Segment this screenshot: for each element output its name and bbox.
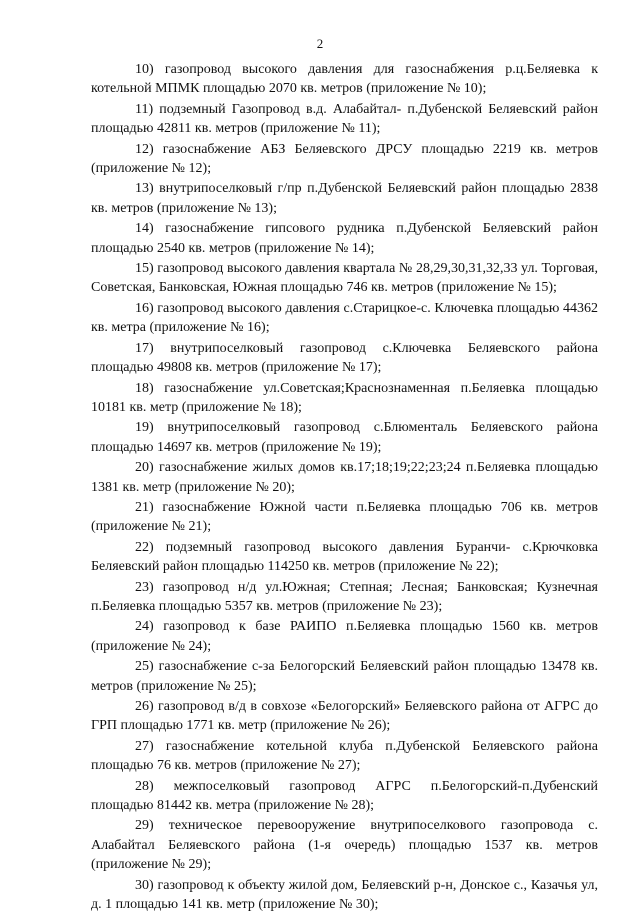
list-item: 29) техническое перевооружение внутрипоселкового газопровода с. Алабайтал Беляевского района (1-я очередь) площадью 1537 кв. метров (приложение № 29); — [91, 818, 598, 873]
list-item: 28) межпоселковый газопровод АГРС п.Белогорский-п.Дубенский площадью 81442 кв. метра (приложение № 28); — [91, 778, 598, 814]
list-item: 21) газоснабжение Южной части п.Беляевка площадью 706 кв. метров (приложение № 21); — [91, 499, 598, 535]
list-item: 24) газопровод к базе РАИПО п.Беляевка площадью 1560 кв. метров (приложение № 24); — [91, 619, 598, 654]
list-item: 25) газоснабжение с-за Белогорский Беляевский район площадью 13478 кв. метров (приложение № 25); — [91, 659, 598, 694]
list-item: 13) внутрипоселковый г/пр п.Дубенской Беляевский район площадью 2838 кв. метров (приложение № 13); — [91, 181, 598, 216]
list-item: 20) газоснабжение жилых домов кв.17;18;19;22;23;24 п.Беляевка площадью 1381 кв. метр (приложение № 20); — [91, 460, 598, 495]
document-body — [91, 60, 598, 915]
list-item: 16) газопровод высокого давления с.Старицкое-с. Ключевка площадью 44362 кв. метра (приложение № 16); — [91, 300, 598, 336]
list-item: 12) газоснабжение АБЗ Беляевского ДРСУ площадью 2219 кв. метров (приложение № 12); — [91, 141, 598, 177]
list-item: 19) внутрипоселковый газопровод с.Блюменталь Беляевского района площадью 14697 кв. метров (приложение № 19); — [91, 420, 598, 455]
list-item: 17) внутрипоселковый газопровод с.Ключевка Беляевского района площадью 49808 кв. метров (приложение № 17); — [91, 340, 598, 376]
list-item: 22) подземный газопровод высокого давления Буранчи- с.Крючковка Беляевский район площадью 114250 кв. метров (приложение № 22); — [91, 539, 598, 575]
list-item: 15) газопровод высокого давления квартала № 28,29,30,31,32,33 ул. Торговая, Советская, Банковская, Южная площадью 746 кв. метров (приложение № 15); — [91, 261, 598, 296]
list-item: 14) газоснабжение гипсового рудника п.Дубенской Беляевский район площадью 2540 кв. метров (приложение № 14); — [91, 221, 598, 256]
list-item: 30) газопровод к объекту жилой дом, Беляевский р-н, Донское с., Казачья ул, д. 1 площадью 141 кв. метр (приложение № 30); — [91, 877, 598, 913]
list-item: 11) подземный Газопровод в.д. Алабайтал- п.Дубенской Беляевский район площадью 42811 кв. метров (приложение № 11); — [91, 101, 598, 137]
list-item: 23) газопровод н/д ул.Южная; Степная; Лесная; Банковская; Кузнечная п.Беляевка площадью 5357 кв. метров (приложение № 23); — [91, 579, 598, 614]
list-item: 27) газоснабжение котельной клуба п.Дубенской Беляевского района площадью 76 кв. метров (приложение № 27); — [91, 738, 598, 774]
list-item: 18) газоснабжение ул.Советская;Краснознаменная п.Беляевка площадью 10181 кв. метр (приложение № 18); — [91, 380, 598, 415]
list-item: 26) газопровод в/д в совхозе «Белогорский» Беляевского района от АГРС до ГРП площадью 1771 кв. метр (приложение № 26); — [91, 699, 598, 734]
page-number: 2 — [316, 36, 324, 51]
list-item: 10) газопровод высокого давления для газоснабжения р.ц.Беляевка к котельной МПМК площадью 2070 кв. метров (приложение № 10); — [91, 62, 598, 97]
